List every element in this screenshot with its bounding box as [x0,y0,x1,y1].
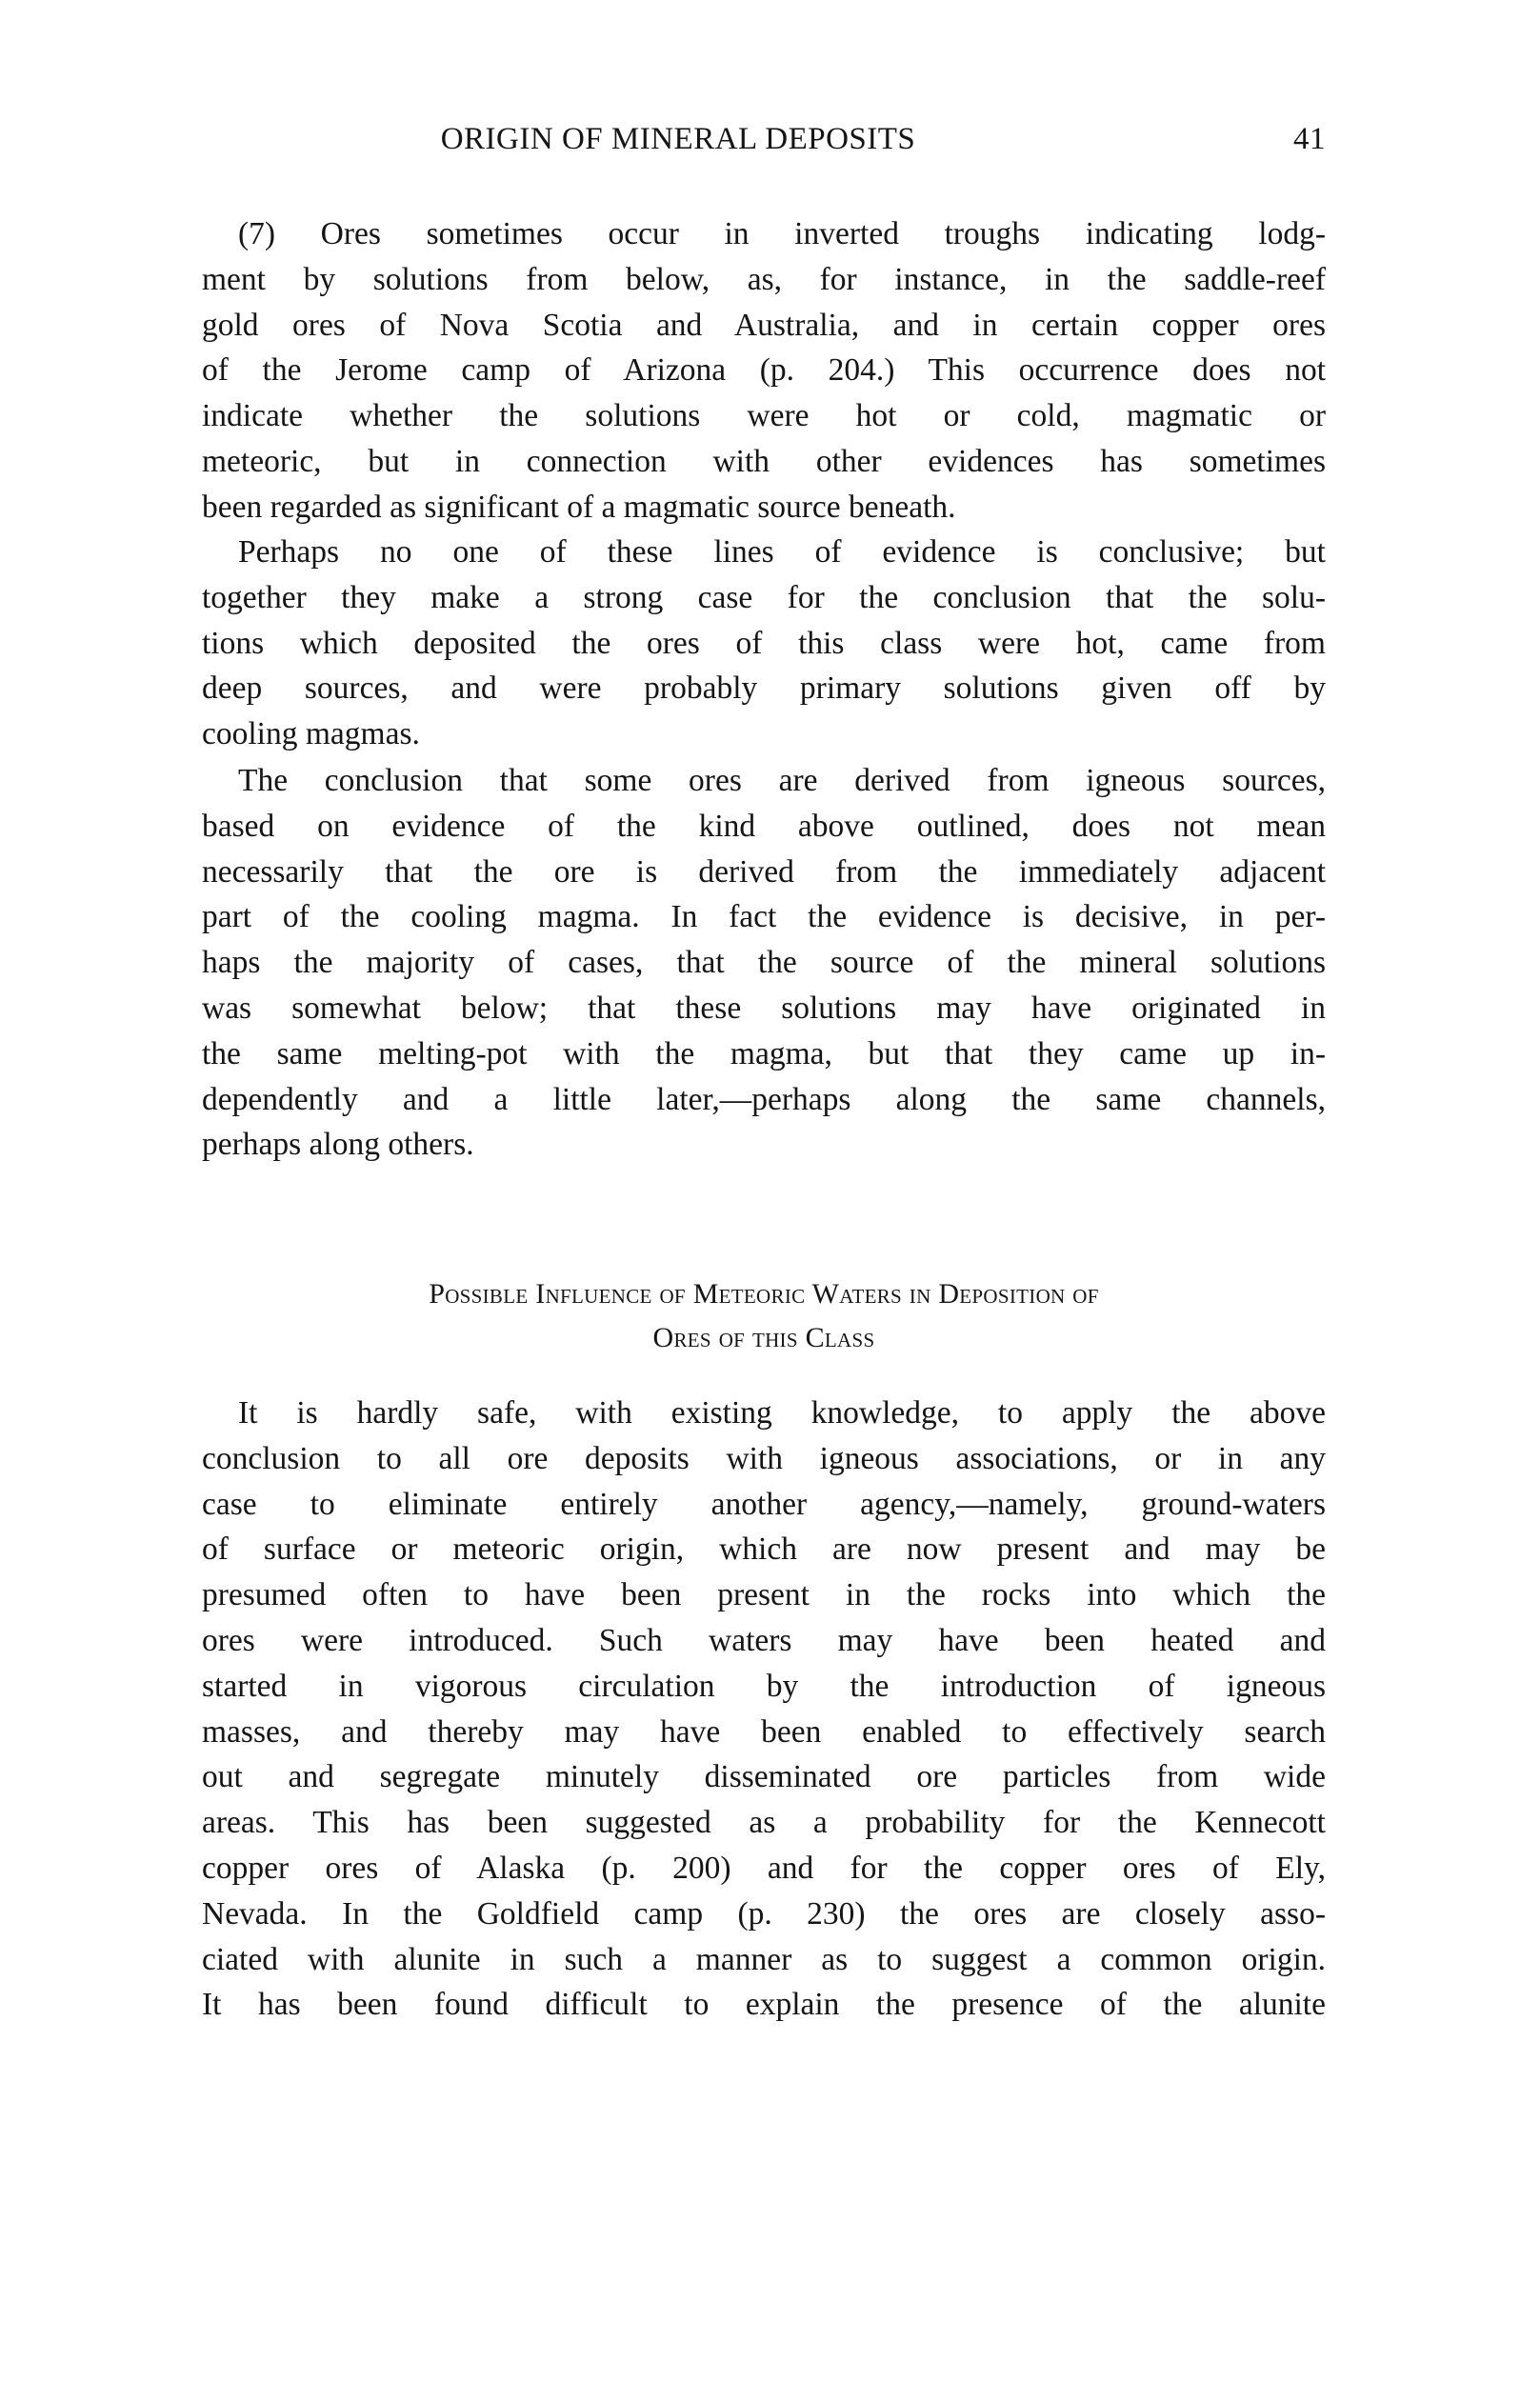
running-title: ORIGIN OF MINERAL DEPOSITS [440,122,916,156]
paragraph-conclusion [202,530,1326,757]
text-line: tions which deposited the ores of this class were hot, came from [202,625,1326,661]
text-line: cooling magmas. [202,716,420,752]
text-line: of surface or meteoric origin, which are now present and may be [202,1531,1326,1568]
text-line: part of the cooling magma. In fact the evidence is decisive, in per- [202,899,1326,935]
text-line: out and segregate minutely disseminated ore particles from wide [202,1759,1326,1795]
text-line: necessarily that the ore is derived from the immediately adjacent [202,853,1326,890]
page-number: 41 [1293,122,1326,156]
text-line: conclusion to all ore deposits with igneous associations, or in any [202,1440,1326,1476]
text-line: been regarded as significant of a magmatic source beneath. [202,489,956,525]
text-line: The conclusion that some ores are derived from igneous sources, [238,763,1326,798]
text-line: masses, and thereby may have been enabled to effectively search [202,1713,1326,1750]
text-line: the same melting-pot with the magma, but that they came up in- [202,1035,1326,1071]
text-line: gold ores of Nova Scotia and Australia, and in certain copper ores [202,307,1326,343]
text-line: ciated with alunite in such a manner as to suggest a common origin. [202,1941,1326,1977]
text-line: It is hardly safe, with existing knowledge, to apply the above [238,1395,1326,1431]
text-line: areas. This has been suggested as a probability for the Kennecott [202,1805,1326,1841]
text-line: indicate whether the solutions were hot or cold, magmatic or [202,398,1326,434]
section-heading [202,1272,1326,1360]
text-line: haps the majority of cases, that the source of the mineral solutions [202,945,1326,981]
text-line: copper ores of Alaska (p. 200) and for the copper ores of Ely, [202,1850,1326,1886]
text-line: ment by solutions from below, as, for instance, in the saddle-reef [202,261,1326,297]
text-line: based on evidence of the kind above outlined, does not mean [202,808,1326,844]
text-line: started in vigorous circulation by the introduction of igneous [202,1668,1326,1704]
text-line: dependently and a little later,—perhaps along the same channels, [202,1081,1326,1117]
text-line: Nevada. In the Goldfield camp (p. 230) the ores are closely asso- [202,1895,1326,1932]
text-line: It has been found difficult to explain the presence of the alunite [202,1987,1326,2023]
text-line: deep sources, and were probably primary solutions given off by [202,671,1326,707]
running-header [202,122,1326,170]
paragraph-evidence-7 [202,211,1326,530]
text-line: case to eliminate entirely another agency,—namely, ground-waters [202,1486,1326,1522]
text-line: perhaps along others. [202,1127,474,1163]
text-line: together they make a strong case for the conclusion that the solu- [202,579,1326,615]
text-line: (7) Ores sometimes occur in inverted troughs indicating lodg- [238,216,1326,251]
paragraph-igneous-sources [202,758,1326,1168]
text-line: Perhaps no one of these lines of evidence is conclusive; but [238,534,1326,570]
section-heading-line-2: Ores of this Class [652,1322,875,1353]
text-line: was somewhat below; that these solutions may have originated in [202,990,1326,1026]
text-line: of the Jerome camp of Arizona (p. 204.) This occurrence does not [202,352,1326,389]
paragraph-meteoric-waters [202,1391,1326,2028]
text-line: presumed often to have been present in the rocks into which the [202,1577,1326,1613]
text-line: meteoric, but in connection with other evidences has sometimes [202,443,1326,479]
section-heading-line-1: Possible Influence of Meteoric Waters in Deposition of [429,1278,1099,1310]
text-line: ores were introduced. Such waters may have been heated and [202,1622,1326,1658]
